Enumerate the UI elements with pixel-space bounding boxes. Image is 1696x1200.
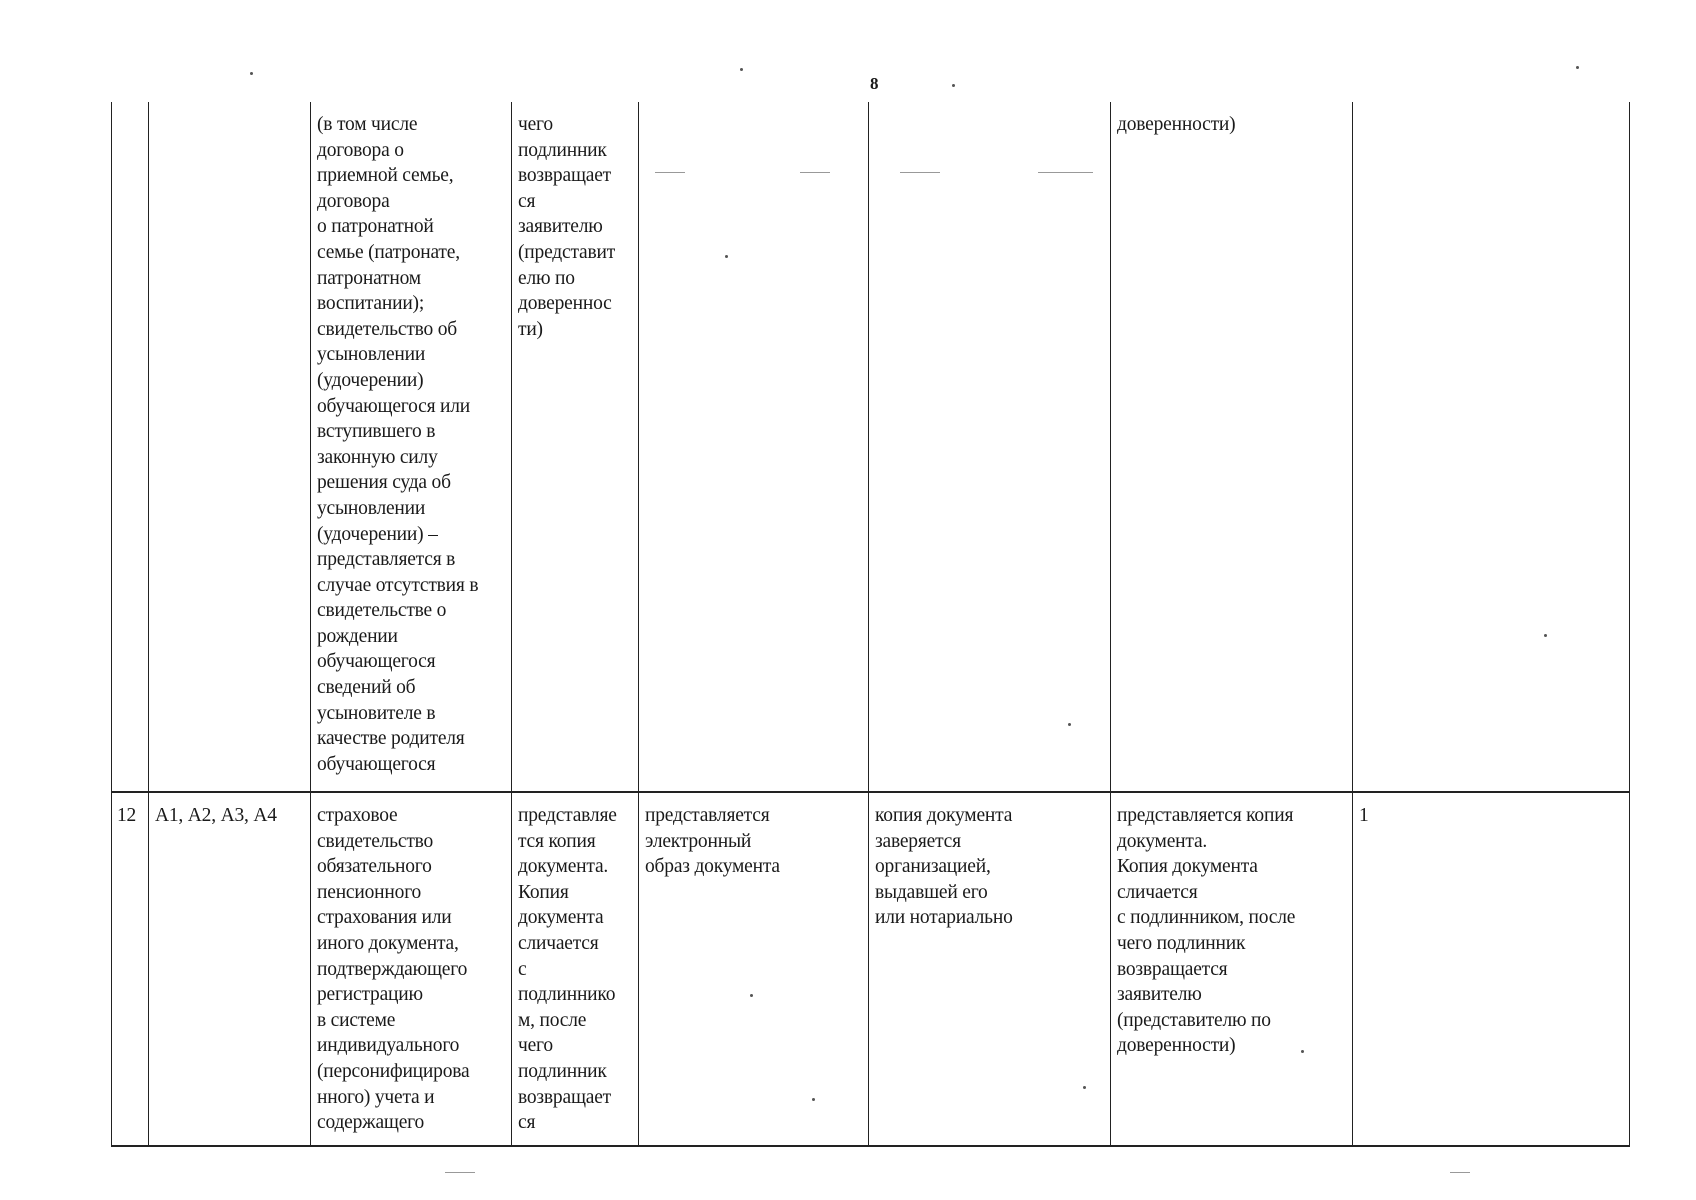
mail-submission-cell [869,102,1111,792]
text-line: с подлинником, после [1117,907,1296,929]
text-line: усыновлении [317,344,426,366]
text-line: представляется в [317,549,456,571]
text-line: обучающегося или [317,395,471,417]
text-line: документа. [1117,830,1208,852]
text-line: страховое [317,805,398,826]
scan-dash [445,1172,475,1173]
text-line: регистрацию [317,984,423,1006]
text-line: чего [518,1035,553,1057]
text-line: свидетельство [317,830,434,852]
text-line: (персонифицирова [317,1060,470,1082]
text-line: обучающегося [317,753,436,775]
text-line: подлинник [518,139,607,161]
scan-speck [1544,634,1547,637]
text-line: м, после [518,1009,587,1031]
text-line: в системе [317,1009,396,1031]
scan-speck [250,72,253,75]
text-line: возвращается [1117,958,1228,980]
text-line: образ документа [645,856,780,878]
text-line: организацией, [875,856,991,878]
text-line: приемной семье, [317,165,454,187]
text-line: свидетельство об [317,318,458,340]
text-line: ти) [518,318,543,340]
text-line: Копия [518,881,569,903]
text-line: страхования или [317,907,452,929]
text-line: иного документа, [317,932,459,954]
text-line: содержащего [317,1112,425,1134]
scan-dash [655,172,685,173]
text-line: представляе [518,805,617,826]
text-line: нного) учета и [317,1086,435,1108]
text-line: доверенности) [1117,1035,1236,1057]
text-line: свидетельстве о [317,600,447,622]
text-line: обязательного [317,856,432,878]
scan-speck [812,1098,815,1101]
text-line: сведений об [317,677,416,699]
mfc-submission-cell [1111,792,1353,1146]
text-line: представляется [645,805,770,826]
text-line: довереннос [518,293,612,315]
requirements-table [111,102,1630,1147]
text-line: пенсионного [317,881,422,903]
text-line: электронный [645,830,752,852]
text-line: (представителю по [1117,1009,1271,1031]
row-number-cell [112,102,149,792]
text-line: семье (патронате, [317,241,460,263]
text-line: чего [518,114,553,135]
text-line: выдавшей его [875,881,988,903]
text-line: обучающегося [317,651,436,673]
mail-submission-cell [869,792,1111,1146]
text-line: подлиннико [518,984,616,1006]
text-line: договора [317,190,390,212]
text-line: сличается [1117,881,1198,903]
applicant-category-cell: А1, А2, А3, А4 [149,792,311,1146]
text-line: вступившего в [317,421,436,443]
scan-speck [952,84,955,87]
text-line: подлинник [518,1060,607,1082]
row-number-cell: 12 [112,792,149,1146]
scan-dash [1038,172,1093,173]
personal-submission-cell [512,102,639,792]
document-name-cell [311,102,512,792]
text-line: усыновителе в [317,702,436,724]
text-line: патронатном [317,267,421,289]
text-line: о патронатной [317,216,434,238]
text-line: тся копия [518,830,596,852]
document-count-cell [1353,102,1630,792]
text-line: (удочерении) – [317,523,438,545]
text-line: (представит [518,241,616,263]
text-line: ся [518,1112,536,1134]
scan-speck [1068,723,1071,726]
electronic-submission-cell [639,102,869,792]
text-line: случае отсутствия в [317,574,479,596]
text-line: документа. [518,856,609,878]
scan-speck [740,68,743,71]
text-line: заявителю [518,216,603,238]
text-line: елю по [518,267,575,289]
text-line: с [518,958,527,980]
text-line: договора о [317,139,404,161]
text-line: законную силу [317,446,438,468]
electronic-submission-cell [639,792,869,1146]
table-row [112,102,1630,792]
text-line: доверенности) [1117,114,1236,135]
text-line: или нотариально [875,907,1013,929]
text-line: заявителю [1117,984,1202,1006]
text-line: ся [518,190,536,212]
text-line: возвращает [518,165,611,187]
text-line: рождении [317,625,398,647]
text-line: заверяется [875,830,961,852]
scan-dash [1450,1172,1470,1173]
applicant-category-cell [149,102,311,792]
text-line: сличается [518,932,599,954]
scan-speck [725,255,728,258]
scan-speck [1301,1050,1304,1053]
text-line: усыновлении [317,497,426,519]
text-line: индивидуального [317,1035,460,1057]
text-line: чего подлинник [1117,932,1246,954]
text-line: подтверждающего [317,958,468,980]
personal-submission-cell [512,792,639,1146]
table-row [112,792,1630,1146]
text-line: решения суда об [317,472,451,494]
text-line: 1 [1359,805,1369,826]
text-line: качестве родителя [317,728,465,750]
text-line: возвращает [518,1086,611,1108]
page-number: 8 [870,74,879,93]
text-line: (удочерении) [317,369,424,391]
text-line: Копия документа [1117,856,1258,878]
scan-speck [1083,1086,1086,1089]
text-line: копия документа [875,805,1013,826]
document-count-cell [1353,792,1630,1146]
scan-speck [750,994,753,997]
text-line: представляется копия [1117,805,1294,826]
document-name-cell [311,792,512,1146]
text-line: документа [518,907,604,929]
text-line: (в том числе [317,114,418,135]
mfc-submission-cell [1111,102,1353,792]
scan-speck [1576,66,1579,69]
scan-dash [900,172,940,173]
text-line: воспитании); [317,293,425,315]
scan-dash [800,172,830,173]
